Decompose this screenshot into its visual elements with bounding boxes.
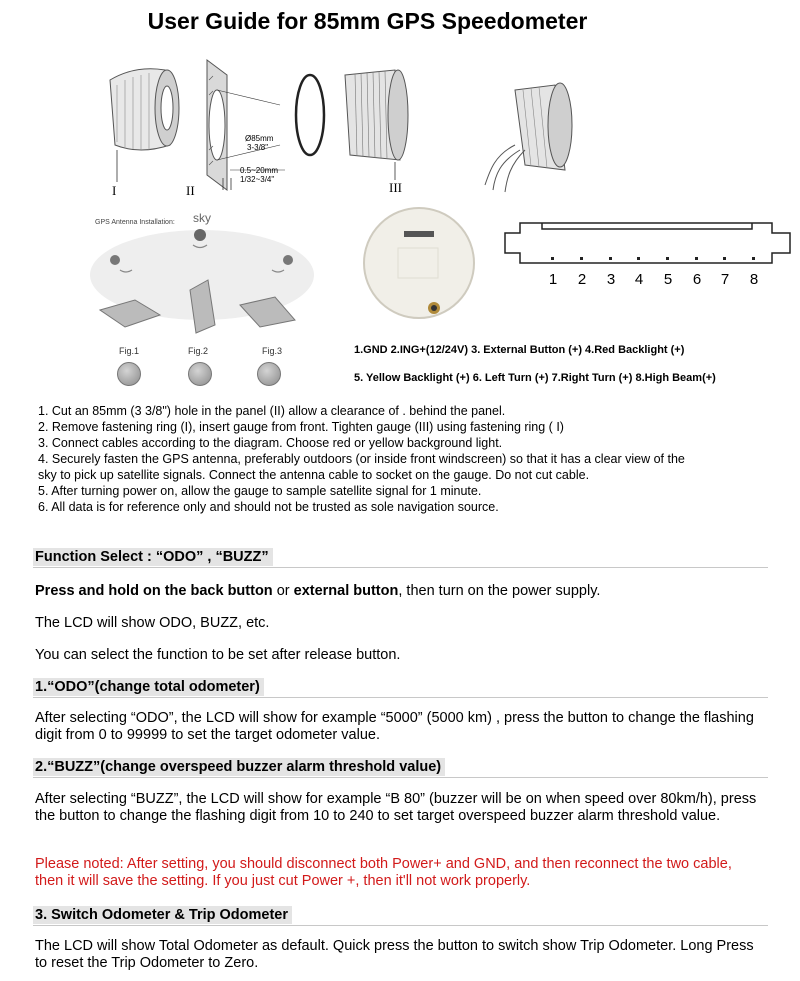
gauge-back-photo bbox=[362, 203, 477, 328]
pin-number: 1 bbox=[548, 271, 558, 288]
pin-number: 3 bbox=[606, 271, 616, 288]
switch-odometer-heading: 3. Switch Odometer & Trip Odometer bbox=[33, 906, 292, 924]
divider bbox=[33, 777, 768, 778]
press-hold-or: or bbox=[272, 583, 294, 599]
neutral-face-icon bbox=[188, 362, 212, 386]
divider bbox=[33, 567, 768, 568]
press-hold-text bbox=[35, 583, 760, 600]
dimension-panel-inches: 1/32~3/4" bbox=[240, 175, 275, 184]
list-item: 1. Cut an 85mm (3 3/8") hole in the panel (II) allow a clearance of . behind the panel. bbox=[38, 404, 506, 418]
pin-number: 8 bbox=[749, 271, 759, 288]
part-label-i: I bbox=[112, 183, 117, 198]
pin-legend-line-2: 5. Yellow Backlight (+) 6. Left Turn (+) 7.Right Turn (+) 8.High Beam(+) bbox=[354, 372, 716, 384]
sad-face-icon bbox=[257, 362, 281, 386]
buzz-heading: 2.“BUZZ”(change overspeed buzzer alarm threshold value) bbox=[33, 758, 445, 776]
press-hold-rest: , then turn on the power supply. bbox=[398, 583, 601, 599]
fig-label-2: Fig.2 bbox=[188, 346, 209, 356]
part-label-iii: III bbox=[389, 180, 402, 195]
fig-label-3: Fig.3 bbox=[262, 346, 283, 356]
buzz-warning-note: Please noted: After setting, you should disconnect both Power+ and GND, and then reconnect the two cable, then it will save the setting. If you just cut Power +, then it'll not work properly. bbox=[35, 856, 732, 889]
list-item: 6. All data is for reference only and should not be trusted as sole navigation source. bbox=[38, 500, 499, 514]
odo-text: After selecting “ODO”, the LCD will show for example “5000” (5000 km) , press the button to change the flashing digit from 0 to 99999 to set the target odometer value. bbox=[35, 710, 754, 743]
sky-label: sky bbox=[193, 211, 211, 225]
dimension-hole-inches: 3-3/8" bbox=[247, 143, 269, 152]
smiley-face-icon bbox=[117, 362, 141, 386]
select-function-text: You can select the function to be set after release button. bbox=[35, 647, 401, 663]
list-item: 2. Remove fastening ring (I), insert gauge from front. Tighten gauge (III) using fastening ring ( I) bbox=[38, 420, 564, 434]
divider bbox=[33, 925, 768, 926]
installation-steps bbox=[38, 403, 698, 515]
assembled-gauge-illustration bbox=[485, 83, 572, 192]
press-hold-bold: Press and hold on the back button bbox=[35, 583, 273, 599]
dimension-panel: 0.5~20mm bbox=[240, 166, 279, 175]
switch-odometer-text: The LCD will show Total Odometer as default. Quick press the button to switch show Trip Odometer. Long Press to reset the Trip Odometer to Zero. bbox=[35, 938, 754, 971]
gps-antenna-installation-diagram bbox=[90, 215, 315, 335]
list-item: 3. Connect cables according to the diagram. Choose red or yellow background light. bbox=[38, 436, 503, 450]
gps-install-label: GPS Antenna Installation: bbox=[95, 219, 175, 226]
pin-number: 7 bbox=[720, 271, 730, 288]
external-button-bold: external button bbox=[293, 583, 399, 599]
page-title: User Guide for 85mm GPS Speedometer bbox=[147, 8, 588, 34]
fig-label-1: Fig.1 bbox=[119, 346, 140, 356]
installation-diagram bbox=[95, 50, 595, 200]
divider bbox=[33, 697, 768, 698]
odo-heading: 1.“ODO”(change total odometer) bbox=[33, 678, 264, 696]
pin-number: 5 bbox=[663, 271, 673, 288]
pin-legend-line-1: 1.GND 2.ING+(12/24V) 3. External Button (+) 4.Red Backlight (+) bbox=[354, 344, 685, 356]
fastening-ring-illustration bbox=[110, 69, 179, 182]
connector-pin-diagram bbox=[500, 215, 795, 275]
part-label-ii: II bbox=[186, 183, 195, 198]
pin-number: 6 bbox=[692, 271, 702, 288]
lcd-show-text: The LCD will show ODO, BUZZ, etc. bbox=[35, 615, 270, 631]
buzz-text: After selecting “BUZZ”, the LCD will show for example “B 80” (buzzer will be on when speed over 80km/h), press the button to change the flashing digit from 10 to 240 to set target overspeed buzzer alarm threshold value. bbox=[35, 791, 757, 824]
pin-number: 4 bbox=[634, 271, 644, 288]
gauge-body-illustration bbox=[345, 70, 408, 180]
function-select-heading: Function Select : “ODO” , “BUZZ” bbox=[33, 548, 273, 566]
list-item: 5. After turning power on, allow the gauge to sample satellite signal for 1 minute. bbox=[38, 484, 482, 498]
pin-number: 2 bbox=[577, 271, 587, 288]
dimension-hole: Ø85mm bbox=[245, 134, 274, 143]
list-item: 4. Securely fasten the GPS antenna, preferably outdoors (or inside front windscreen) so that it has a clear view of the sky to pick up satellite signals. Connect the antenna cable to socket on the gauge. Do not cut cable. bbox=[38, 452, 685, 482]
o-ring-illustration bbox=[296, 75, 324, 155]
